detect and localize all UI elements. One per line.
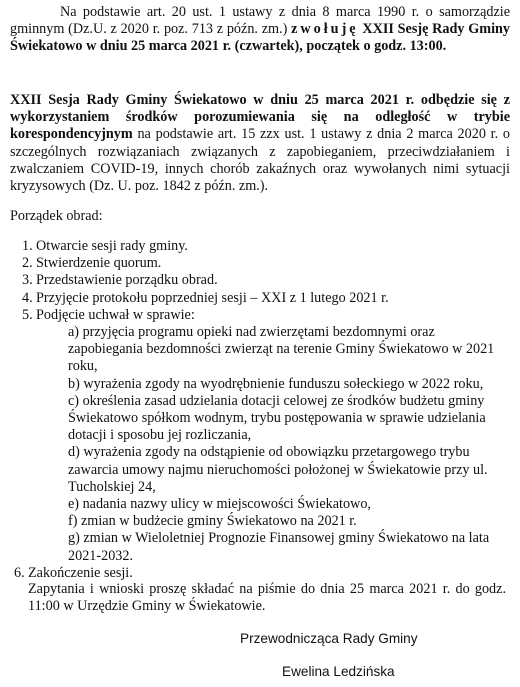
intro-session-info: XXII Sesję Rady Gminy Świekatowo w dniu 25 marca 2021 r. (czwartek), początek o godz. 13:00. [10,21,511,55]
agenda-list [10,238,510,582]
resolution-list [42,324,496,565]
agenda-item-number: 2. [22,255,33,272]
agenda-item-text: Otwarcie sesji rady gminy. [36,238,188,254]
agenda-item-text: Podjęcie uchwał w sprawie: [36,306,195,323]
signature-name: Ewelina Ledzińska [282,664,395,679]
agenda-item-number: 4. [22,289,33,306]
agenda-item-number: 3. [22,272,33,289]
remote-session-paragraph [10,92,510,195]
resolution-item: a) przyjęcia programu opieki nad zwierzętami bezdomnymi oraz zapobiegania bezdomności zwierząt na terenie Gminy Świekatowo w 2021 roku, [68,324,495,375]
agenda-item-number: 1. [22,238,33,254]
resolution-item: e) nadania nazwy ulicy w miejscowości Świekatowo, [68,496,371,513]
resolution-item: f) zmian w budżecie gminy Świekatowo na 2021 r. [68,513,357,530]
agenda-title: Porządek obrad: [10,208,103,224]
intro-convene-word: zwołuję [291,21,359,38]
agenda-item [10,307,510,565]
signature-role: Przewodnicząca Rady Gminy [240,631,418,646]
agenda-item-number: 5. [22,306,33,323]
agenda-item [10,565,510,582]
agenda-item-text: Przyjęcie protokołu poprzedniej sesji – XXI z 1 lutego 2021 r. [36,289,389,306]
questions-paragraph: Zapytania i wnioski proszę składać na piśmie do dnia 25 marca 2021 r. do godz. 11:00 w Urzędzie Gminy w Świekatowie. [28,581,506,615]
remote-session-text: na podstawie art. 15 zzx ust. 1 ustawy z dnia 2 marca 2020 r. o szczególnych rozwiązaniach związanych z zapobieganiem, przeciwdziałaniem i zwalczaniem COVID-19, innych chorób zakaźnych oraz wywołanych nimi sytuacji kryzysowych (Dz. U. poz. 1842 z późn. zm.). [10,126,510,195]
intro-text: Na podstawie art. 20 ust. 1 ustawy z dnia 8 marca 1990 r. o samorządzie gminnym (Dz.U. z 2020 r. poz. 713 z późn. zm.) [10,4,510,38]
resolution-item: b) wyrażenia zgody na wyodrębnienie funduszu sołeckiego w 2022 roku, [68,375,484,392]
remote-session-bold: XXII Sesja Rady Gminy Świekatowo w dniu 25 marca 2021 r. odbędzie się z wykorzystaniem środków porozumiewania się na odległość w trybie korespondencyjnym [10,92,510,143]
agenda-item-number: 6. [14,564,25,581]
agenda-item [10,238,510,255]
agenda-item [10,290,510,307]
agenda-item [10,255,510,272]
agenda-item-text: Zakończenie sesji. [28,564,133,581]
intro-paragraph [10,4,510,56]
agenda-item [10,272,510,289]
resolution-item: g) zmian w Wieloletniej Prognozie Finansowej gminy Świekatowo na lata 2021-2032. [68,530,490,564]
agenda-item-text: Stwierdzenie quorum. [36,255,162,272]
resolution-item: c) określenia zasad udzielania dotacji celowej ze środków budżetu gminy Świekatowo spółkom wodnym, trybu postępowania w sprawie udzielania dotacji i sposobu jej rozliczania, [68,392,486,444]
agenda-item-text: Przedstawienie porządku obrad. [36,272,218,289]
resolution-item: d) wyrażenia zgody na odstąpienie od obowiązku przetargowego trybu zawarcia umowy najmu nieruchomości położonej w Świekatowie przy ul. Tucholskiej 24, [68,444,488,495]
